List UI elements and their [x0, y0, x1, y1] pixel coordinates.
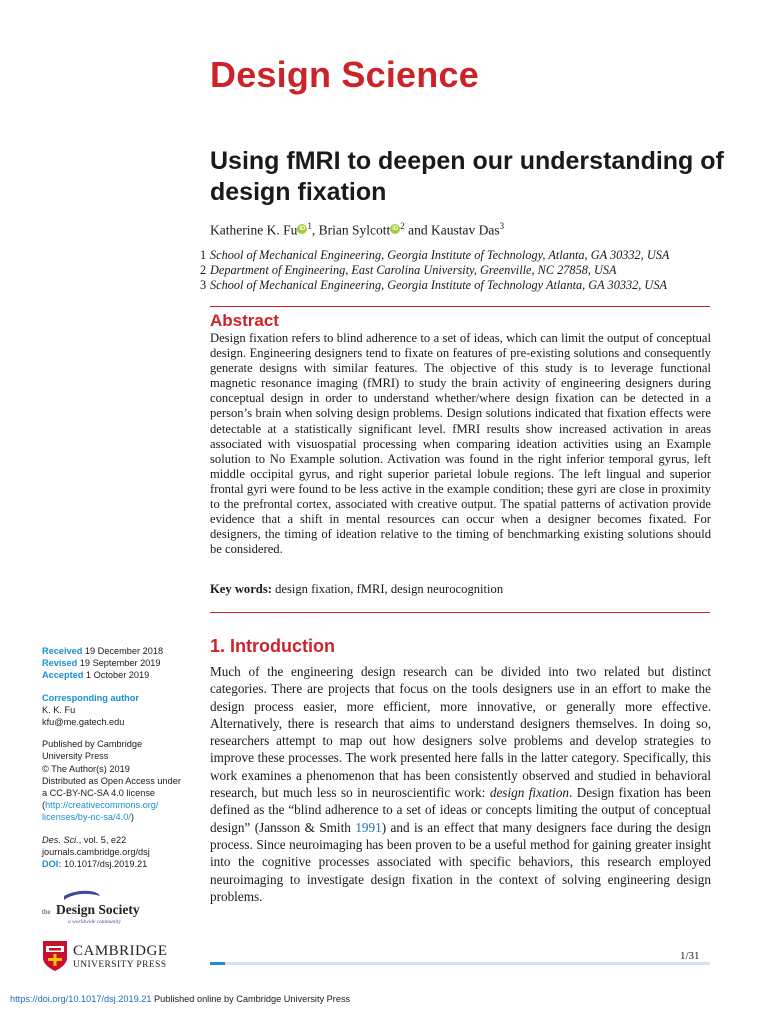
paragraph-text: ) and is an effect that many designers face during the design process. Since neuroimaging has been proven to be a useful method for gaining greater insight into the cognitive processes associated with specific behaviors, this research employed neuroimaging to investigate design fixation in the context of solving engineering design problems. [210, 819, 712, 904]
orcid-icon[interactable]: iD [299, 225, 306, 232]
author-name[interactable]: Kaustav Das [430, 222, 500, 238]
logo-text-name: Design Society [56, 902, 140, 917]
journal-name: Design Science [210, 54, 479, 95]
keywords-label: Key words: [210, 582, 272, 596]
paragraph-text: . Design fixation has been defined as the “blind adherence to a set of ideas or concepts limiting the output of conceptual design” (Jansson & Smith [210, 785, 711, 835]
received-label: Received [42, 646, 83, 656]
cambridge-university-press-logo [42, 940, 202, 972]
revised-label: Revised [42, 658, 78, 669]
doi-value[interactable]: 10.1017/dsj.2019.21 [61, 859, 148, 870]
doi-label: DOI: [42, 859, 62, 870]
license-info: Published by Cambridge University Press © The Author(s) 2019 Distributed as Open Access under a CC-BY-NC-SA 4.0 license (http://creativecommons.org/ licenses/by-nc-sa/4.0/) [42, 738, 202, 823]
affiliation-text: School of Mechanical Engineering, Georgia Institute of Technology Atlanta, GA 30332, USA [210, 278, 667, 292]
publisher-line: Published by Cambridge [42, 739, 143, 750]
logo-text-the: the [42, 908, 51, 916]
license-line: a CC-BY-NC-SA 4.0 license [42, 788, 156, 799]
emphasis-text: design fixation [489, 785, 570, 801]
corresponding-author-name: K. K. Fu [42, 704, 76, 715]
corresponding-author [42, 692, 202, 729]
logo-text-press: UNIVERSITY PRESS [73, 960, 167, 970]
copyright-text: The Author(s) 2019 [51, 763, 130, 774]
footer-text: Published online by Cambridge University Press [151, 994, 351, 1004]
article-info-sidebar [42, 645, 202, 880]
affiliation-text: School of Mechanical Engineering, Georgia Institute of Technology, Atlanta, GA 30332, USA [210, 248, 670, 262]
license-link[interactable]: http://creativecommons.org/ [45, 800, 159, 811]
cambridge-shield-icon [43, 941, 67, 971]
divider [210, 306, 710, 307]
journal-url[interactable]: journals.cambridge.org/dsj [42, 846, 150, 857]
received-date: 19 December 2018 [82, 646, 164, 656]
divider [210, 612, 710, 613]
affiliation [200, 278, 669, 293]
author-affiliation-mark: 2 [400, 221, 405, 231]
paper-title: Using fMRI to deepen our understanding of design fixation [210, 147, 724, 206]
author-affiliation-mark: 3 [499, 221, 505, 231]
keywords [210, 582, 503, 597]
affiliation-text: Department of Engineering, East Carolina University, Greenville, NC 27858, USA [210, 263, 617, 277]
section-heading-introduction: 1. Introduction [210, 636, 335, 656]
license-line: Distributed as Open Access under [42, 775, 181, 786]
journal-abbreviation: Des. Sci. [42, 834, 79, 845]
accepted-date: 1 October 2019 [83, 670, 150, 681]
affiliation [200, 248, 669, 263]
author-affiliation-mark: 1 [307, 221, 312, 231]
reading-progress-fill [210, 962, 225, 965]
affiliation-list [200, 248, 669, 293]
author-name[interactable]: Katherine K. Fu [210, 222, 298, 238]
citation-link[interactable]: 1991 [355, 819, 382, 835]
introduction-paragraph [210, 663, 711, 905]
author-list [210, 221, 504, 239]
footer-doi-link[interactable]: https://doi.org/10.1017/dsj.2019.21 [10, 994, 152, 1004]
page-number: 1/31 [680, 950, 700, 962]
author-separator: , [311, 222, 319, 238]
affiliation-number: 1 [200, 248, 207, 262]
article-dates [42, 645, 202, 682]
author-separator: and [404, 222, 431, 238]
keywords-text: design fixation, fMRI, design neurocognition [271, 582, 504, 596]
abstract-text: Design fixation refers to blind adherence to a set of ideas, which can limit the output of conceptual design. Engineering designers tend to fixate on features of pre-existing solutions and consequently generate designs with similar features. The objective of this study is to leverage functional magnetic resonance imaging (fMRI) to study the brain activity of engineering designers during conceptual design in order to understand whether/where design fixation can be detected in a person’s brain when solving design problems. Design solutions indicated that fixation effects were detectable at a statistically significant level. fMRI results show increased activation in areas associated with visuospatial processing when comparing ideation activities using an Example solution to No Example solution. Activation was found in the right inferior temporal gyrus, left middle occipital gyrus, and right superior parietal lobule regions. The left lingual and superior frontal gyri were found to be less active in the example condition; these gyri are close in proximity to the prefrontal cortex, associated with creative output. The spatial patterns of activation provide evidence that a shift in mental resources can occur when a designer becomes fixated. For designers, the timing of ideation relative to the timing of benchmarking existing solutions should be considered. [210, 331, 711, 557]
license-link[interactable]: licenses/by-nc-sa/4.0/ [42, 812, 131, 823]
affiliation-number: 2 [200, 263, 207, 277]
corresponding-author-email[interactable]: kfu@me.gatech.edu [42, 717, 125, 728]
orcid-icon[interactable]: iD [392, 225, 399, 232]
paragraph-text: Much of the engineering design research can be divided into two related but distinct categories. There are projects that focus on the tools designers use in an effort to make the design process easier, more efficient, more innovative, or generally more effective. Alternatively, there is research that aims to understand designers themselves. In doing so, researchers attempt to map out how designers solve problems and develop strategies to improve these processes. The work presented here falls in the latter category. Specifically, this work examines a phenomenon that has been consistently observed and studied in behavioral research, but much less so in neuroscientific work: [210, 664, 711, 801]
page-footer [10, 994, 350, 1004]
logo-text-cambridge: CAMBRIDGE [73, 943, 168, 959]
citation-info [42, 834, 202, 871]
design-society-logo [42, 890, 172, 926]
publisher-line: University Press [42, 751, 109, 762]
volume-info: , vol. 5, e22 [78, 834, 127, 845]
logo-text-tagline: a worldwide community [68, 919, 121, 925]
copyright-icon: © [42, 763, 49, 774]
revised-date: 19 September 2019 [77, 658, 161, 669]
corresponding-author-label: Corresponding author [42, 692, 139, 703]
reading-progress-bar [210, 962, 710, 965]
swoosh-icon [64, 891, 100, 900]
accepted-label: Accepted [42, 670, 84, 681]
abstract-heading: Abstract [210, 311, 279, 330]
affiliation [200, 263, 669, 278]
author-name[interactable]: Brian Sylcott [318, 222, 391, 238]
affiliation-number: 3 [200, 278, 207, 292]
